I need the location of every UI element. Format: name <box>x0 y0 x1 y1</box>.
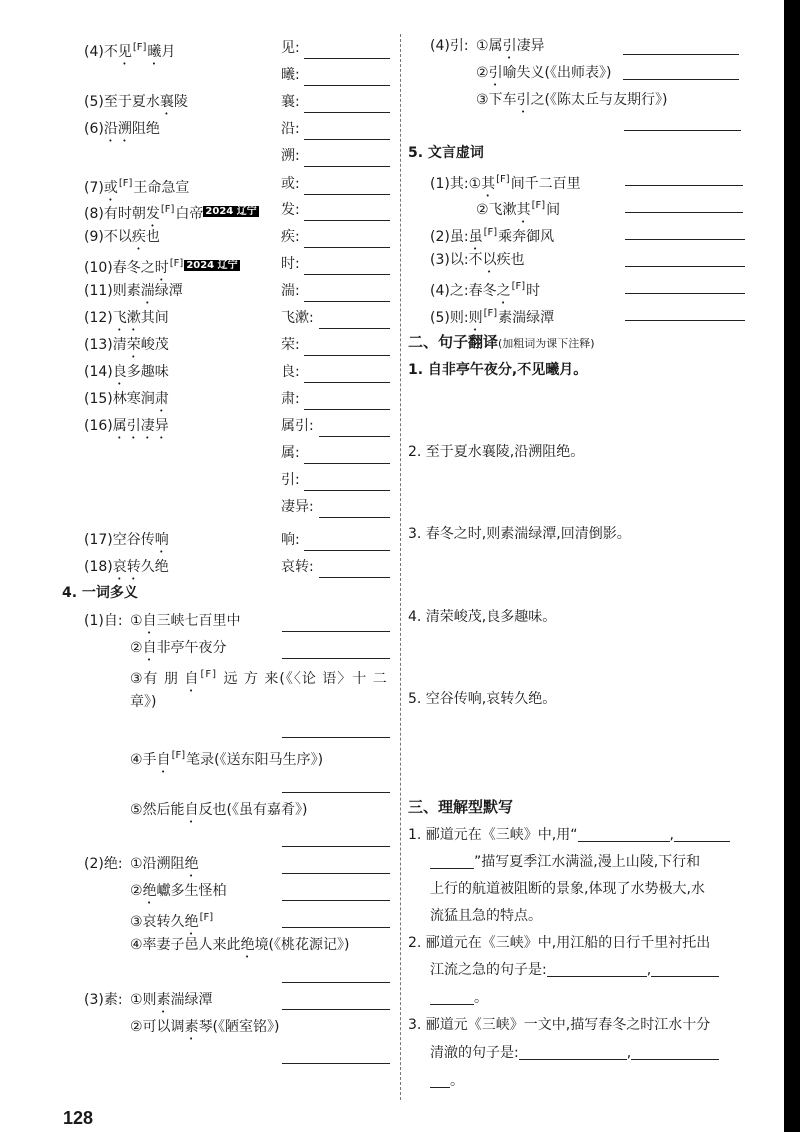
answer-blank[interactable] <box>304 112 390 113</box>
poly-sentence: ②自非亭午夜分 <box>130 640 227 656</box>
answer-blank[interactable] <box>282 982 390 983</box>
answer-blank[interactable] <box>304 247 390 248</box>
answer-blank[interactable] <box>282 792 390 793</box>
answer-blank[interactable] <box>624 130 741 131</box>
part-3-title: 三、理解型默写 <box>408 798 514 816</box>
poly-sentence: ②可以调素琴(《陋室铭》) <box>130 1019 280 1035</box>
vocab-item-18: (18)哀转久绝 <box>84 559 169 575</box>
answer-blank[interactable] <box>319 436 390 437</box>
vocab-key: 飞漱: <box>281 310 314 326</box>
question-text: 1. 郦道元在《三峡》中,用“ , <box>408 825 730 845</box>
vocab-key: 或: <box>281 176 300 192</box>
answer-blank[interactable] <box>625 212 743 213</box>
poly-sentence: ⑤然后能自反也(《虽有嘉肴》) <box>130 802 308 818</box>
vocab-item-8: (8)有时朝发[F]白帝 $^{2024 辽宁}$ <box>84 204 257 222</box>
xuci-item: (1)其:①其[F]间千二百里 <box>430 174 581 192</box>
vocab-item-9: (9)不以疾也 <box>84 229 160 245</box>
vocab-key: 属引: <box>281 418 314 434</box>
poly-sentence: ①自三峡七百里中 <box>130 613 241 629</box>
question-text: 江流之急的句子是: , <box>430 960 719 980</box>
translation-item: 4. 清荣峻茂,良多趣味。 <box>408 609 557 625</box>
poly-label: (1)自: <box>84 613 123 629</box>
question-text: ”描写夏季江水满溢,漫上山陵,下行和 <box>430 852 700 872</box>
vocab-item-4: (4)不见[F]曦月 <box>84 42 176 60</box>
answer-blank[interactable] <box>304 490 390 491</box>
answer-blank[interactable] <box>304 139 390 140</box>
vocab-item-6: (6)沿溯阻绝 <box>84 121 160 137</box>
answer-blank[interactable] <box>282 1009 390 1010</box>
answer-blank[interactable] <box>430 1073 450 1088</box>
answer-blank[interactable] <box>625 239 745 240</box>
vocab-item-16: (16)属引凄异 <box>84 418 169 434</box>
xuci-item: ②飞漱其[F]间 <box>476 200 561 218</box>
column-divider <box>400 34 401 1100</box>
vocab-key: 荣: <box>281 337 300 353</box>
question-text: 。 <box>430 988 488 1008</box>
vocab-item-5: (5)至于夏水襄陵 <box>84 94 188 110</box>
vocab-key: 哀转: <box>281 559 314 575</box>
answer-blank[interactable] <box>319 577 390 578</box>
vocab-key: 疾: <box>281 229 300 245</box>
answer-blank[interactable] <box>282 927 390 928</box>
answer-blank[interactable] <box>430 990 474 1005</box>
answer-blank[interactable] <box>282 846 390 847</box>
poly-sentence: ②引喻失义(《出师表》) <box>476 65 612 81</box>
poly-sentence: ③下车引之(《陈太丘与友期行》) <box>476 92 668 108</box>
answer-blank[interactable] <box>282 1063 390 1064</box>
answer-blank[interactable] <box>625 320 745 321</box>
answer-blank[interactable] <box>578 827 670 842</box>
vocab-key: 良: <box>281 364 300 380</box>
answer-blank[interactable] <box>304 166 390 167</box>
answer-blank[interactable] <box>304 463 390 464</box>
answer-blank[interactable] <box>631 1045 719 1060</box>
answer-blank[interactable] <box>282 873 390 874</box>
vocab-key: 凄异: <box>281 499 314 515</box>
poly-sentence-cont: 章》) <box>130 694 157 710</box>
answer-blank[interactable] <box>304 220 390 221</box>
translation-item: 1. 自非亭午夜分,不见曦月。 <box>408 362 588 378</box>
page-number: 128 <box>63 1108 94 1128</box>
vocab-item-15: (15)林寒涧肃 <box>84 391 169 407</box>
xuci-item: (5)则:则[F]素湍绿潭 <box>430 308 555 326</box>
answer-blank[interactable] <box>282 900 390 901</box>
exam-tag: 2024 辽宁 <box>186 260 238 271</box>
answer-blank[interactable] <box>623 54 739 55</box>
vocab-item-17: (17)空谷传响 <box>84 532 169 548</box>
translation-item: 2. 至于夏水襄陵,沿溯阻绝。 <box>408 444 585 460</box>
part-2-title: 二、句子翻译(加粗词为课下注释) <box>408 333 595 351</box>
answer-blank[interactable] <box>519 1045 627 1060</box>
answer-blank[interactable] <box>304 409 390 410</box>
vocab-key: 湍: <box>281 283 300 299</box>
answer-blank[interactable] <box>282 658 390 659</box>
answer-blank[interactable] <box>282 631 390 632</box>
vocab-key: 曦: <box>281 67 300 83</box>
vocab-key: 襄: <box>281 94 300 110</box>
poly-sentence: ③哀转久绝[F] <box>130 912 214 930</box>
answer-blank[interactable] <box>304 85 390 86</box>
answer-blank[interactable] <box>304 382 390 383</box>
poly-label: (3)素: <box>84 992 123 1008</box>
vocab-key: 属: <box>281 445 300 461</box>
vocab-item-7: (7)或[F]王命急宣 <box>84 178 190 196</box>
answer-blank[interactable] <box>625 293 745 294</box>
answer-blank[interactable] <box>304 550 390 551</box>
vocab-key: 溯: <box>281 148 300 164</box>
answer-blank[interactable] <box>625 185 743 186</box>
poly-sentence: ③有 朋 自[F] 远 方 来(《〈论 语〉十 二 <box>130 669 388 687</box>
answer-blank[interactable] <box>651 962 719 977</box>
answer-blank[interactable] <box>304 194 390 195</box>
vocab-key: 沿: <box>281 121 300 137</box>
poly-label: (2)绝: <box>84 856 123 872</box>
question-text: 流猛且急的特点。 <box>430 908 542 924</box>
vocab-key: 发: <box>281 202 300 218</box>
question-text: 上行的航道被阻断的景象,体现了水势极大,水 <box>430 881 705 897</box>
vocab-item-10: (10)春冬之时[F] $^{2024 辽宁}$ <box>84 258 238 276</box>
vocab-key: 时: <box>281 256 300 272</box>
answer-blank[interactable] <box>304 58 390 59</box>
poly-label: (4)引: <box>430 38 469 54</box>
section-5-title: 5. 文言虚词 <box>408 145 484 161</box>
answer-blank[interactable] <box>430 854 474 869</box>
xuci-item: (2)虽:虽[F]乘奔御风 <box>430 227 555 245</box>
scan-edge-band <box>784 0 800 1132</box>
poly-sentence: ①则素湍绿潭 <box>130 992 213 1008</box>
poly-sentence: ④手自[F]笔录(《送东阳马生序》) <box>130 750 324 768</box>
question-text: 2. 郦道元在《三峡》中,用江船的日行千里衬托出 <box>408 935 711 951</box>
xuci-item: (4)之:春冬之[F]时 <box>430 281 541 299</box>
answer-blank[interactable] <box>304 301 390 302</box>
answer-blank[interactable] <box>674 827 730 842</box>
answer-blank[interactable] <box>625 266 745 267</box>
vocab-key: 见: <box>281 40 300 56</box>
answer-blank[interactable] <box>304 274 390 275</box>
poly-sentence: ①沿溯阻绝 <box>130 856 199 872</box>
vocab-key: 肃: <box>281 391 300 407</box>
poly-sentence: ①属引凄异 <box>476 38 545 54</box>
vocab-key: 引: <box>281 472 300 488</box>
vocab-item-13: (13)清荣峻茂 <box>84 337 169 353</box>
translation-item: 5. 空谷传响,哀转久绝。 <box>408 691 557 707</box>
section-4-title: 4. 一词多义 <box>62 585 138 601</box>
vocab-item-14: (14)良多趣味 <box>84 364 169 380</box>
xuci-item: (3)以:不以疾也 <box>430 252 525 268</box>
exam-tag: 2024 辽宁 <box>205 206 257 217</box>
answer-blank[interactable] <box>319 328 390 329</box>
vocab-item-12: (12)飞漱其间 <box>84 310 169 326</box>
vocab-key: 响: <box>281 532 300 548</box>
answer-blank[interactable] <box>623 79 739 80</box>
answer-blank[interactable] <box>304 355 390 356</box>
question-text: 清澈的句子是: , <box>430 1043 719 1063</box>
question-text: 3. 郦道元《三峡》一文中,描写春冬之时江水十分 <box>408 1017 711 1033</box>
vocab-item-11: (11)则素湍绿潭 <box>84 283 183 299</box>
answer-blank[interactable] <box>282 737 390 738</box>
poly-sentence: ②绝巘多生怪柏 <box>130 883 227 899</box>
answer-blank[interactable] <box>547 962 647 977</box>
poly-sentence: ④率妻子邑人来此绝境(《桃花源记》) <box>130 937 350 953</box>
answer-blank[interactable] <box>319 517 390 518</box>
translation-item: 3. 春冬之时,则素湍绿潭,回清倒影。 <box>408 526 631 542</box>
question-text: 。 <box>430 1071 464 1091</box>
